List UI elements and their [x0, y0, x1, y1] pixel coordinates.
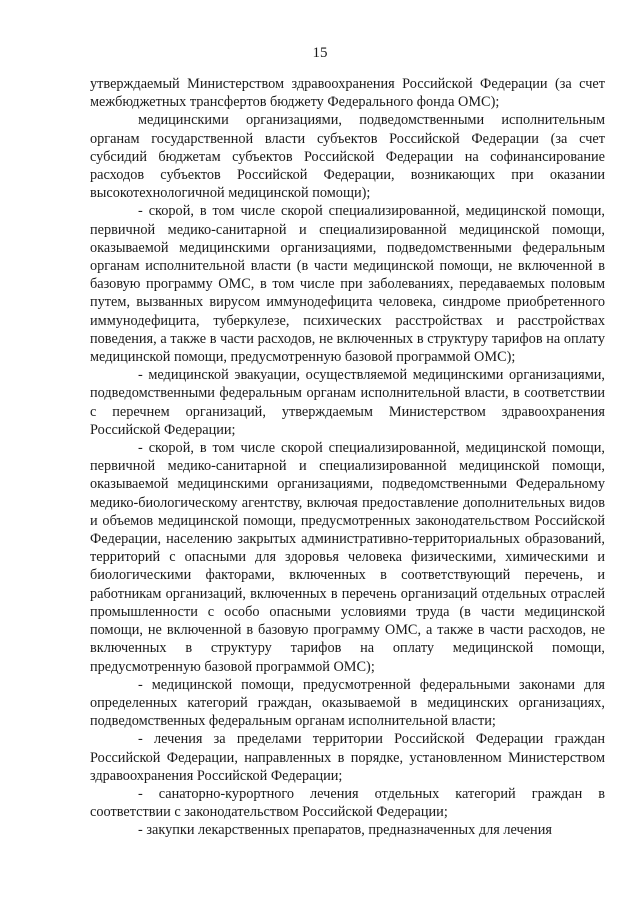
document-body — [90, 75, 605, 840]
paragraph-federal-law-categories: - медицинской помощи, предусмотренной федеральными законами для определенных категорий граждан, оказываемой в медицинских организациях, подведомственных федеральным органам исполнительной власти; — [90, 676, 605, 730]
paragraph-continuation: утверждаемый Министерством здравоохранения Российской Федерации (за счет межбюджетных трансфертов бюджету Федерального фонда ОМС); — [90, 76, 605, 111]
paragraph-regional-organizations: медицинскими организациями, подведомственными исполнительным органам государственной власти субъектов Российской Федерации (за счет субсидий бюджетам субъектов Российской Федерации на софинансирование расходов субъектов Российской Федерации, возникающих при оказании высокотехнологичной медицинской помощи); — [90, 112, 605, 202]
paragraph-treatment-abroad: - лечения за пределами территории Российской Федерации граждан Российской Федерации, направленных в порядке, установленном Министерством здравоохранения Российской Федерации; — [90, 731, 605, 784]
paragraph-drug-procurement: - закупки лекарственных препаратов, предназначенных для лечения — [138, 822, 552, 839]
paragraph-fmba-care: - скорой, в том числе скорой специализированной, медицинской помощи, первичной медико-санитарной и специализированной медицинской помощи, оказываемой медицинскими организациями, подведомственными Федеральному медико-биологическому агентству, включая предоставление дополнительных видов и объемов медицинской помощи, предусмотренных законодательством Российской Федерации, населению закрытых административно-территориальных образований, территорий с опасными для здоровья человека физическими, химическими и биологическими факторами, включенных в соответствующий перечень, и работникам организаций, включенных в перечень организаций отдельных отраслей промышленности с особо опасными условиями труда (в части медицинской помощи, не включенной в базовую программу ОМС, а также в части расходов, не включенных в структуру тарифов на оплату медицинской помощи, предусмотренную базовой программой ОМС); — [90, 440, 605, 675]
paragraph-sanatorium-treatment: - санаторно-курортного лечения отдельных категорий граждан в соответствии с законодательством Российской Федерации; — [90, 785, 605, 821]
page-number: 15 — [312, 45, 328, 61]
paragraph-emergency-federal: - скорой, в том числе скорой специализированной, медицинской помощи, первичной медико-санитарной и специализированной медицинской помощи, оказываемой медицинскими организациями, подведомственными федеральным органам исполнительной власти (в части медицинской помощи, не включенной в базовую программу ОМС, в том числе при заболеваниях, передаваемых половым путем, вызванных вирусом иммунодефицита человека, синдроме приобретенного иммунодефицита, туберкулезе, психических расстройствах и расстройствах поведения, а также в части расходов, не включенных в структуру тарифов на оплату медицинской помощи, предусмотренную базовой программой ОМС); — [90, 203, 605, 366]
paragraph-medical-evacuation: - медицинской эвакуации, осуществляемой медицинскими организациями, подведомственными федеральным органам исполнительной власти, в соответствии с перечнем организаций, утверждаемым Министерством здравоохранения Российской Федерации; — [90, 367, 605, 438]
